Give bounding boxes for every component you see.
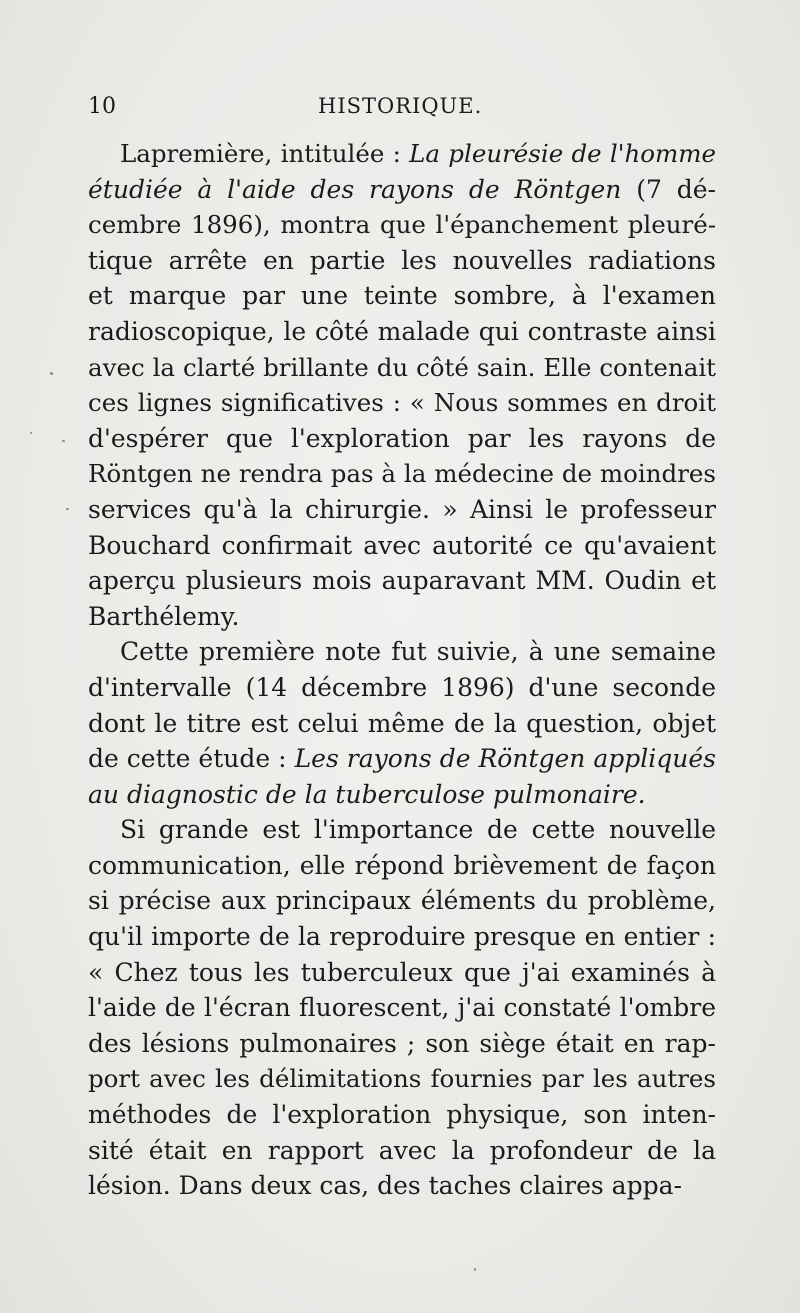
page-header [88,94,716,124]
line-text: d'intervalle (14 décembre 1896) d'une seconde [88,672,716,702]
line-text: radioscopique, le côté malade qui contraste ainsi [88,316,716,346]
line-text: ces lignes significatives : « Nous sommes en droit [88,388,716,418]
text-line [88,314,716,350]
line-text: méthodes de l'exploration physique, son inten- [88,1100,716,1130]
text-line [88,1133,716,1169]
line-text: cembre 1896), montra que l'épanchement pleuré- [88,210,716,240]
text-line [88,955,716,991]
line-text: de cette étude : [88,744,295,774]
text-line [88,1026,716,1062]
text-line [88,777,716,813]
scan-speck [30,432,32,434]
line-text: qu'il importe de la reproduire presque en entier : [88,922,716,952]
text-line [88,492,716,528]
line-text: dont le titre est celui même de la question, objet [88,708,716,738]
line-text: (7 dé- [621,174,716,204]
line-text: si précise aux principaux éléments du problème, [88,886,716,916]
line-text: Röntgen ne rendra pas à la médecine de moindres [88,459,716,489]
italic-text: Les rayons de Röntgen appliqués [294,744,717,774]
line-text: lésion. Dans deux cas, des taches claires appa- [88,1171,682,1201]
text-line [88,278,716,314]
text-line [88,883,716,919]
text-line [88,172,716,208]
line-text: et marque par une teinte sombre, à l'examen [88,281,716,311]
text-line [88,919,716,955]
line-text: avec la clarté brillante du côté sain. Elle contenait [88,352,716,382]
text-line [88,528,716,564]
text-line [88,741,716,777]
text-line [88,599,716,635]
text-line [88,1168,716,1204]
text-line [88,1061,716,1097]
italic-text: étudiée à l'aide des rayons de Röntgen [88,174,622,204]
scan-speck [66,508,69,510]
line-text: des lésions pulmonaires ; son siège était en rap- [88,1028,716,1058]
line-text: Bouchard confirmait avec autorité ce qu'avaient [88,530,716,560]
scan-speck [50,372,53,375]
text-line [88,670,716,706]
line-text: port avec les délimitations fournies par les autres [88,1064,716,1094]
running-head: HISTORIQUE. [318,94,483,118]
line-text: l'aide de l'écran fluorescent, j'ai constaté l'ombre [88,993,716,1023]
text-line [88,385,716,421]
line-text: communication, elle répond brièvement de façon [88,850,716,880]
text-line [88,1097,716,1133]
text-line [88,990,716,1026]
line-text: d'espérer que l'exploration par les rayons de [88,423,716,453]
text-line [88,350,716,386]
text-line [88,634,716,670]
text-line [88,207,716,243]
line-text: Cette première note fut suivie, à une semaine [120,637,716,667]
text-line [88,421,716,457]
line-text: tique arrête en partie les nouvelles radiations [88,245,716,275]
line-text: Si grande est l'importance de cette nouvelle [120,815,716,845]
line-text: sité était en rapport avec la profondeur de la [88,1135,716,1165]
line-text: Barthélemy. [88,601,240,631]
line-text: « Chez tous les tuberculeux que j'ai examinés à [88,957,716,987]
scan-speck [474,1268,476,1271]
italic-text: au diagnostic de la tuberculose pulmonaire. [88,779,646,809]
body-text [88,136,716,1204]
text-line [88,136,716,172]
italic-text: La pleurésie de l'homme [409,139,716,168]
text-line [88,456,716,492]
line-text: services qu'à la chirurgie. » Ainsi le professeur [88,494,716,524]
line-text: aperçu plusieurs mois auparavant MM. Oudin et [88,566,716,596]
line-text: Lapremière, intitulée : [120,139,410,168]
text-line [88,243,716,279]
text-line [88,563,716,599]
text-line [88,848,716,884]
page-number: 10 [88,94,116,119]
text-line [88,812,716,848]
text-line [88,706,716,742]
scan-speck [62,440,65,442]
